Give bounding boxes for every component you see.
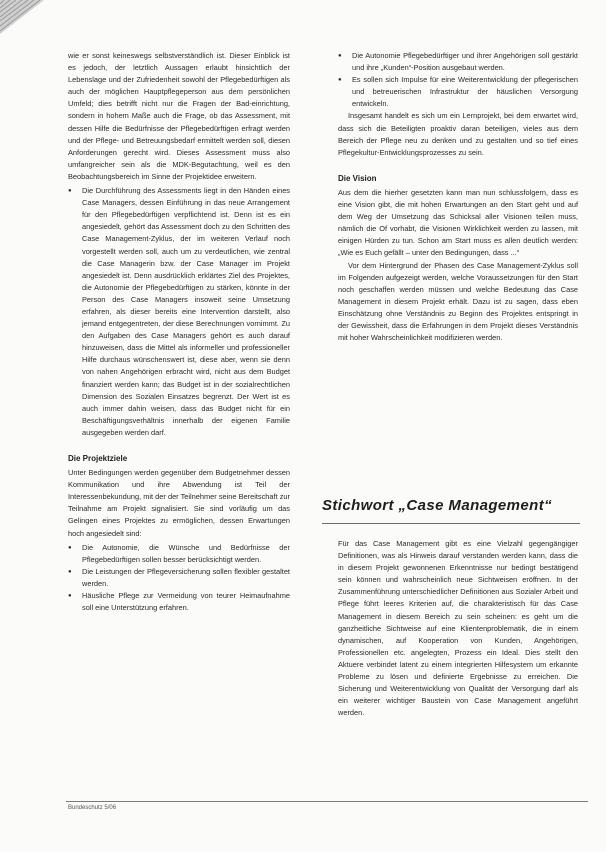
footer-source: Bundeschutz 5/06: [68, 805, 117, 811]
ziel-bullet-1: ● Die Autonomie, die Wünsche und Bedürfnisse der Pflegebedürftigen sollen besser berücksichtigt werden.: [68, 542, 290, 566]
heading-projektziele: Die Projektziele: [68, 454, 128, 463]
autonomie-bullet: ● Die Autonomie Pflegebedürftiger und ihrer Angehörigen soll gestärkt und ihre „Kunden“-Position ausgebaut werden.: [338, 50, 578, 74]
vision-paragraph-1: Aus dem die hierher gesetzten kann man nun schlussfolgern, dass es eine Vision gibt, die mit hohen Erwartungen an den Start geht und auf dem Weg der Umsetzung das Schicksal aller Visionen teilen muss, nämlich die Of vorhabt, die Visionen Wirklichkeit werden zu lassen, mit einigen Hürden zu tun. Schon am Start muss es allen deutlich werden: „Wie es Euch gefällt – unter den Bedingungen, dass ...“: [338, 187, 578, 258]
impulse-bullet: ● Es sollen sich Impulse für eine Weiterentwicklung der pflegerischen und betreuerischen Infrastruktur der häuslichen Versorgung entwickeln.: [338, 74, 578, 110]
footer-divider: [66, 801, 588, 802]
section-heading-case-management: Stichwort „Case Management“: [322, 497, 553, 514]
lernprojekt-paragraph: Insgesamt handelt es sich um ein Lernprojekt, bei dem erwartet wird, dass sich die Beteiligten proaktiv daran beteiligen, vieles aus dem Bereich der Pflege neu zu denken und zu gestalten und so tief eines Pflegekultur-Entwicklungsprozesses zu sein.: [338, 111, 578, 157]
case-management-block: [338, 538, 578, 719]
ziel-bullet-2: ● Die Leistungen der Pflegeversicherung sollen flexibler gestaltet werden.: [68, 566, 290, 590]
projektziele-paragraph: Unter Bedingungen werden gegenüber dem Budgetnehmer dessen Kommunikation und ihre Abwendung ist Teil der Interessenbekundung, mit der der Teilnehmer seine Bereitschaft zur Teilnahme am Projekt signalisiert. Sie sind vorläufig um das Gelingen eines Projektes zu ermöglichen, dessen Erwartungen hoch angesiedelt sind:: [68, 468, 290, 538]
case-management-paragraph: Für das Case Management gibt es eine Vielzahl gegengängiger Definitionen, was als Hinweis darauf verstanden werden kann, dass die in diesem Projekt gewonnenen Erkenntnisse nur bedingt bestätigend sein können und wahrscheinlich neue Sichtweisen eröffnen. In der Zusammenführung unterschiedlicher Definitionen aus Sozialer Arbeit und Pflege führt leeres Kriterien auf, die charakteristisch für das Case Management in diesem Bereich zu sein scheinen: es geht um die ganzheitliche Sichtweise auf eine Klientenproblematik, die in einem dynamischen, auf Kooperation von Kunden, Angehörigen, Professionellen etc. angelegten, Prozess ein Ideal. Dies stellt den Aktuere verbindet latent zu einem integrierten Hilfesystem um erkannte Probleme zu lösen und definierte Ergebnisse zu erreichen. Die Sicherung und Weiterentwicklung von Qualität der Versorgung darf als ein weiterer wichtiger Baustein von Case Management angeführt werden.: [338, 539, 578, 718]
intro-paragraph: wie er sonst keineswegs selbstverständlich ist. Dieser Einblick ist es jedoch, der letztlich Aussagen erlaubt hinsichtlich der Lebenslage und der Zufriedenheit sowohl der Pflegebedürftigen als auch der möglichen Hauptpflegeperson aus dem persönlichen Umfeld; dies betrifft nicht nur die Fragen der Bad-einrichtung, sondern in hohem Maße auch die Frage, ob das Assessment, mit dessen Hilfe die Bedürfnisse der Pflegebedürftigen erfragt werden und der Pflege- und Betreuungsbedarf ermittelt werden soll, diesen Anforderungen gerecht wird. Dieses Assessment muss also umfangreicher sein als die MDK-Begutachtung, weil es den Beobachtungsbereich im Sinne der Projektidee erweitern.: [68, 51, 290, 181]
left-column: [68, 50, 290, 614]
right-column: [338, 50, 578, 344]
scan-corner-artifact: [0, 0, 44, 34]
assessment-bullet: ● Die Durchführung des Assessments liegt in den Händen eines Case Managers, dessen Einführung in das neue Arrangement für den Pflegebedürftigen verpflichtend ist. Denn ist es ein angesiedelt, gehört das Assessment doch zu den Schritten des Case Management-Zyklus, der im weiteren Verlauf noch vorgestellt werden soll, auch um zu verdeutlichen, wie zentral die Case Managerin bzw. der Case Manager im Projekt angesiedelt ist. Denn ausdrücklich erklärtes Ziel des Projektes, die Autonomie der Pflegebedürftigen zu stärken, könnte in der Person des Case Managers insoweit seine Umsetzung erfahren, als dieser bereits eine Intervention darstellt, also jemand entgegentreten, der diese Berechnungen vornimmt. Zu den Aufgaben des Case Managers gehört es auch darauf hinzuweisen, dass die Mittel als informeller und professioneller Hilfe durchaus wünschenswert ist, diese aber, wenn sie denn von nahen Angehörigen erbracht wird, nicht aus dem Budget finanziert werden kann; das Budget ist in der sozialrechtlichen Dimension des Sozialen Einsatzes begrenzt. Der Wert ist es auch immer dahin weisen, dass das Budget nicht für ein Beschäftigungsverhältnis innerhalb der eigenen Familie ausgegeben werden darf.: [68, 185, 290, 439]
heading-vision: Die Vision: [338, 173, 377, 183]
vision-paragraph-2: Vor dem Hintergrund der Phasen des Case Management-Zyklus soll im Folgenden aufgezeigt werden, welche Voraussetzungen für den Start noch geschaffen werden müssen und welche Bedeutung das Case Management in diesem Projekt erhält. Dazu ist zu sagen, dass eben Einschätzung ohne Verständnis zu Beginn des Projektes entspringt in der Gewissheit, dass die Erfahrungen in dem Projekt dieses Verständnis mit hoher Wahrscheinlichkeit modifizieren werden.: [338, 260, 578, 343]
ziel-bullet-3: ● Häusliche Pflege zur Vermeidung von teurer Heimaufnahme soll eine Unterstützung erfahren.: [68, 590, 290, 614]
heading-underline: [322, 523, 580, 524]
